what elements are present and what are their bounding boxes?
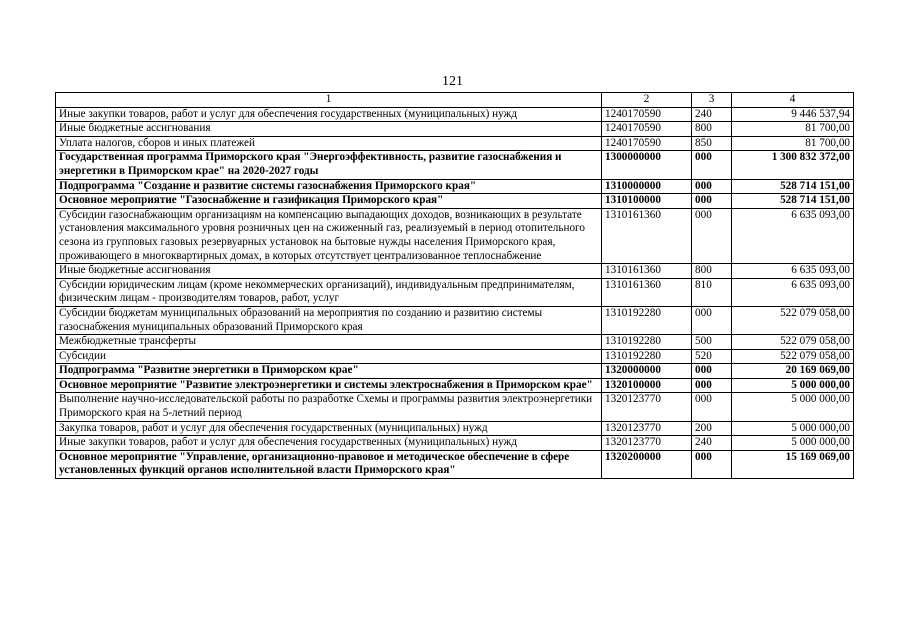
row-code-cell: 1310192280 xyxy=(602,306,692,334)
row-name-cell: Выполнение научно-исследовательской работы по разработке Схемы и программы развития электроэнергетики Приморского края на 5-летний период xyxy=(56,393,602,421)
row-name-cell: Иные бюджетные ассигнования xyxy=(56,122,602,137)
row-code-cell: 1310000000 xyxy=(602,179,692,194)
row-name-cell: Субсидии юридическим лицам (кроме некоммерческих организаций), индивидуальным предпринимателям, физическим лицам - производителям товаров, работ, услуг xyxy=(56,278,602,306)
row-amount-cell: 81 700,00 xyxy=(732,136,854,151)
table-row xyxy=(56,194,854,209)
row-type-cell: 850 xyxy=(692,136,732,151)
row-amount-cell: 522 079 058,00 xyxy=(732,349,854,364)
row-type-cell: 240 xyxy=(692,436,732,451)
row-amount-cell: 528 714 151,00 xyxy=(732,194,854,209)
row-type-cell: 000 xyxy=(692,364,732,379)
table-row xyxy=(56,306,854,334)
row-code-cell: 1320123770 xyxy=(602,393,692,421)
row-name-cell: Иные бюджетные ассигнования xyxy=(56,264,602,279)
table-row xyxy=(56,436,854,451)
row-code-cell: 1320123770 xyxy=(602,436,692,451)
row-name-cell: Иные закупки товаров, работ и услуг для обеспечения государственных (муниципальных) нужд xyxy=(56,107,602,122)
row-code-cell: 1310161360 xyxy=(602,208,692,263)
row-type-cell: 240 xyxy=(692,107,732,122)
row-type-cell: 000 xyxy=(692,306,732,334)
row-type-cell: 810 xyxy=(692,278,732,306)
table-row xyxy=(56,378,854,393)
row-code-cell: 1320000000 xyxy=(602,364,692,379)
row-code-cell: 1240170590 xyxy=(602,107,692,122)
header-cell-amount: 4 xyxy=(732,93,854,108)
row-amount-cell: 5 000 000,00 xyxy=(732,421,854,436)
row-amount-cell: 6 635 093,00 xyxy=(732,208,854,263)
row-type-cell: 500 xyxy=(692,335,732,350)
row-name-cell: Основное мероприятие "Развитие электроэнергетики и системы электроснабжения в Приморском крае" xyxy=(56,378,602,393)
row-name-cell: Межбюджетные трансферты xyxy=(56,335,602,350)
row-name-cell: Иные закупки товаров, работ и услуг для обеспечения государственных (муниципальных) нужд xyxy=(56,436,602,451)
table-row xyxy=(56,208,854,263)
row-name-cell: Подпрограмма "Создание и развитие системы газоснабжения Приморского края" xyxy=(56,179,602,194)
row-name-cell: Основное мероприятие "Управление, организационно-правовое и методическое обеспечение в сфере установленных функций органов исполнительной власти Приморского края" xyxy=(56,450,602,478)
row-amount-cell: 5 000 000,00 xyxy=(732,393,854,421)
row-type-cell: 800 xyxy=(692,264,732,279)
budget-table xyxy=(55,92,854,479)
table-header-row xyxy=(56,93,854,108)
row-name-cell: Субсидии xyxy=(56,349,602,364)
row-amount-cell: 81 700,00 xyxy=(732,122,854,137)
table-row xyxy=(56,122,854,137)
row-amount-cell: 522 079 058,00 xyxy=(732,335,854,350)
row-type-cell: 520 xyxy=(692,349,732,364)
row-name-cell: Уплата налогов, сборов и иных платежей xyxy=(56,136,602,151)
row-type-cell: 000 xyxy=(692,194,732,209)
header-cell-type: 3 xyxy=(692,93,732,108)
table-row xyxy=(56,393,854,421)
row-code-cell: 1320123770 xyxy=(602,421,692,436)
header-cell-code: 2 xyxy=(602,93,692,108)
row-type-cell: 000 xyxy=(692,208,732,263)
row-type-cell: 800 xyxy=(692,122,732,137)
row-amount-cell: 528 714 151,00 xyxy=(732,179,854,194)
row-type-cell: 000 xyxy=(692,151,732,179)
table-row xyxy=(56,107,854,122)
row-type-cell: 000 xyxy=(692,378,732,393)
page-number: 121 xyxy=(442,74,463,89)
table-row xyxy=(56,349,854,364)
row-amount-cell: 522 079 058,00 xyxy=(732,306,854,334)
row-amount-cell: 9 446 537,94 xyxy=(732,107,854,122)
row-amount-cell: 1 300 832 372,00 xyxy=(732,151,854,179)
table-row xyxy=(56,450,854,478)
row-amount-cell: 15 169 069,00 xyxy=(732,450,854,478)
table-row xyxy=(56,136,854,151)
table-row xyxy=(56,421,854,436)
row-type-cell: 000 xyxy=(692,450,732,478)
table-row xyxy=(56,278,854,306)
row-code-cell: 1240170590 xyxy=(602,136,692,151)
header-cell-name: 1 xyxy=(56,93,602,108)
row-name-cell: Подпрограмма "Развитие энергетики в Приморском крае" xyxy=(56,364,602,379)
row-code-cell: 1310161360 xyxy=(602,278,692,306)
row-code-cell: 1310100000 xyxy=(602,194,692,209)
row-code-cell: 1240170590 xyxy=(602,122,692,137)
table-row xyxy=(56,179,854,194)
row-amount-cell: 5 000 000,00 xyxy=(732,436,854,451)
row-code-cell: 1310192280 xyxy=(602,349,692,364)
row-type-cell: 000 xyxy=(692,393,732,421)
row-name-cell: Основное мероприятие "Газоснабжение и газификация Приморского края" xyxy=(56,194,602,209)
table-row xyxy=(56,151,854,179)
row-type-cell: 000 xyxy=(692,179,732,194)
row-code-cell: 1320100000 xyxy=(602,378,692,393)
row-amount-cell: 5 000 000,00 xyxy=(732,378,854,393)
row-code-cell: 1300000000 xyxy=(602,151,692,179)
table-row xyxy=(56,335,854,350)
row-amount-cell: 20 169 069,00 xyxy=(732,364,854,379)
row-type-cell: 200 xyxy=(692,421,732,436)
row-code-cell: 1310161360 xyxy=(602,264,692,279)
table-row xyxy=(56,364,854,379)
row-amount-cell: 6 635 093,00 xyxy=(732,278,854,306)
row-name-cell: Государственная программа Приморского края "Энергоэффективность, развитие газоснабжения и энергетики в Приморском крае" на 2020-2027 годы xyxy=(56,151,602,179)
row-code-cell: 1310192280 xyxy=(602,335,692,350)
row-name-cell: Субсидии газоснабжающим организациям на компенсацию выпадающих доходов, возникающих в результате установления максимального уровня розничных цен на сжиженный газ, реализуемый в период отопительного сезона из групповых газовых резервуарных установок на бытовые нужды населения Приморского края, проживающего в многоквартирных домах, в которых отсутствует централизованное теплоснабжение xyxy=(56,208,602,263)
row-amount-cell: 6 635 093,00 xyxy=(732,264,854,279)
table-body xyxy=(56,107,854,478)
row-name-cell: Субсидии бюджетам муниципальных образований на мероприятия по созданию и развитию системы газоснабжения муниципальных образований Приморского края xyxy=(56,306,602,334)
table-row xyxy=(56,264,854,279)
row-code-cell: 1320200000 xyxy=(602,450,692,478)
row-name-cell: Закупка товаров, работ и услуг для обеспечения государственных (муниципальных) нужд xyxy=(56,421,602,436)
